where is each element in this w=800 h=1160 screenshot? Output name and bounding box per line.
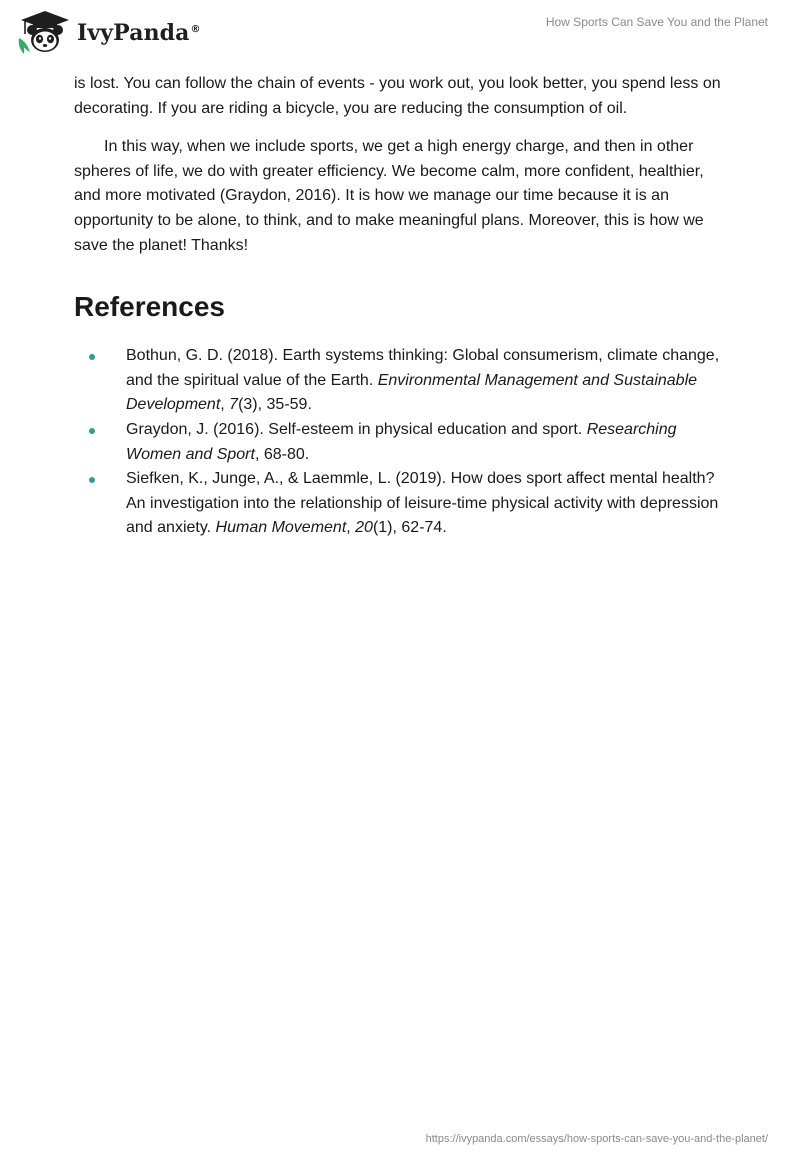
reference-volume: 7 xyxy=(229,396,239,414)
reference-item xyxy=(74,344,726,418)
reference-journal: Researching Women and Sport xyxy=(126,420,677,463)
reference-item xyxy=(74,418,726,467)
reference-text: Bothun, G. D. (2018). Earth systems thinking: Global consumerism, climate change, and the spiritual value of the Earth. xyxy=(126,347,720,389)
reference-pages: , 68-80. xyxy=(254,445,310,463)
references-heading: References xyxy=(74,291,225,323)
reference-text: Siefken, K., Junge, A., & Laemmle, L. (2019). How does sport affect mental health? An investigation into the relationship of leisure-time physical activity with depression and anxiety. xyxy=(126,470,719,537)
document-title: How Sports Can Save You and the Planet xyxy=(545,15,768,29)
reference-volume: 20 xyxy=(355,519,373,537)
source-url[interactable]: https://ivypanda.com/essays/how-sports-can-save-you-and-the-planet/ xyxy=(425,1133,768,1145)
reference-separator: , xyxy=(346,519,356,537)
panda-graduate-icon xyxy=(15,8,75,56)
reference-pages: (1), 62-74. xyxy=(372,519,447,537)
registered-mark: ® xyxy=(190,23,201,35)
essay-content xyxy=(74,72,726,541)
ivypanda-logo[interactable] xyxy=(15,8,201,56)
reference-item xyxy=(74,467,726,541)
reference-pages: (3), 35-59. xyxy=(238,396,312,414)
reference-text: Graydon, J. (2016). Self-esteem in physical education and sport. xyxy=(126,420,587,438)
references-list xyxy=(74,344,726,541)
bullet-icon xyxy=(89,428,95,434)
body-paragraph: In this way, when we include sports, we get a high energy charge, and then in other spheres of life, we do with greater efficiency. We become calm, more confident, healthier, and more motivated (Graydon, 2016). It is how we manage our time because it is an opportunity to be alone, to think, and to make meaningful plans. Moreover, this is how we save the planet! Thanks! xyxy=(74,138,704,254)
bullet-icon xyxy=(89,354,95,360)
bullet-icon xyxy=(89,477,95,483)
reference-journal: Human Movement xyxy=(215,519,347,537)
body-paragraph: is lost. You can follow the chain of events - you work out, you look better, you spend less on decorating. If you are riding a bicycle, you are reducing the consumption of oil. xyxy=(74,75,721,117)
reference-journal: Environmental Management and Sustainable Development xyxy=(126,371,698,414)
reference-separator: , xyxy=(220,396,230,414)
brand-name: IvyPanda® xyxy=(77,20,201,46)
page-header xyxy=(0,0,800,70)
